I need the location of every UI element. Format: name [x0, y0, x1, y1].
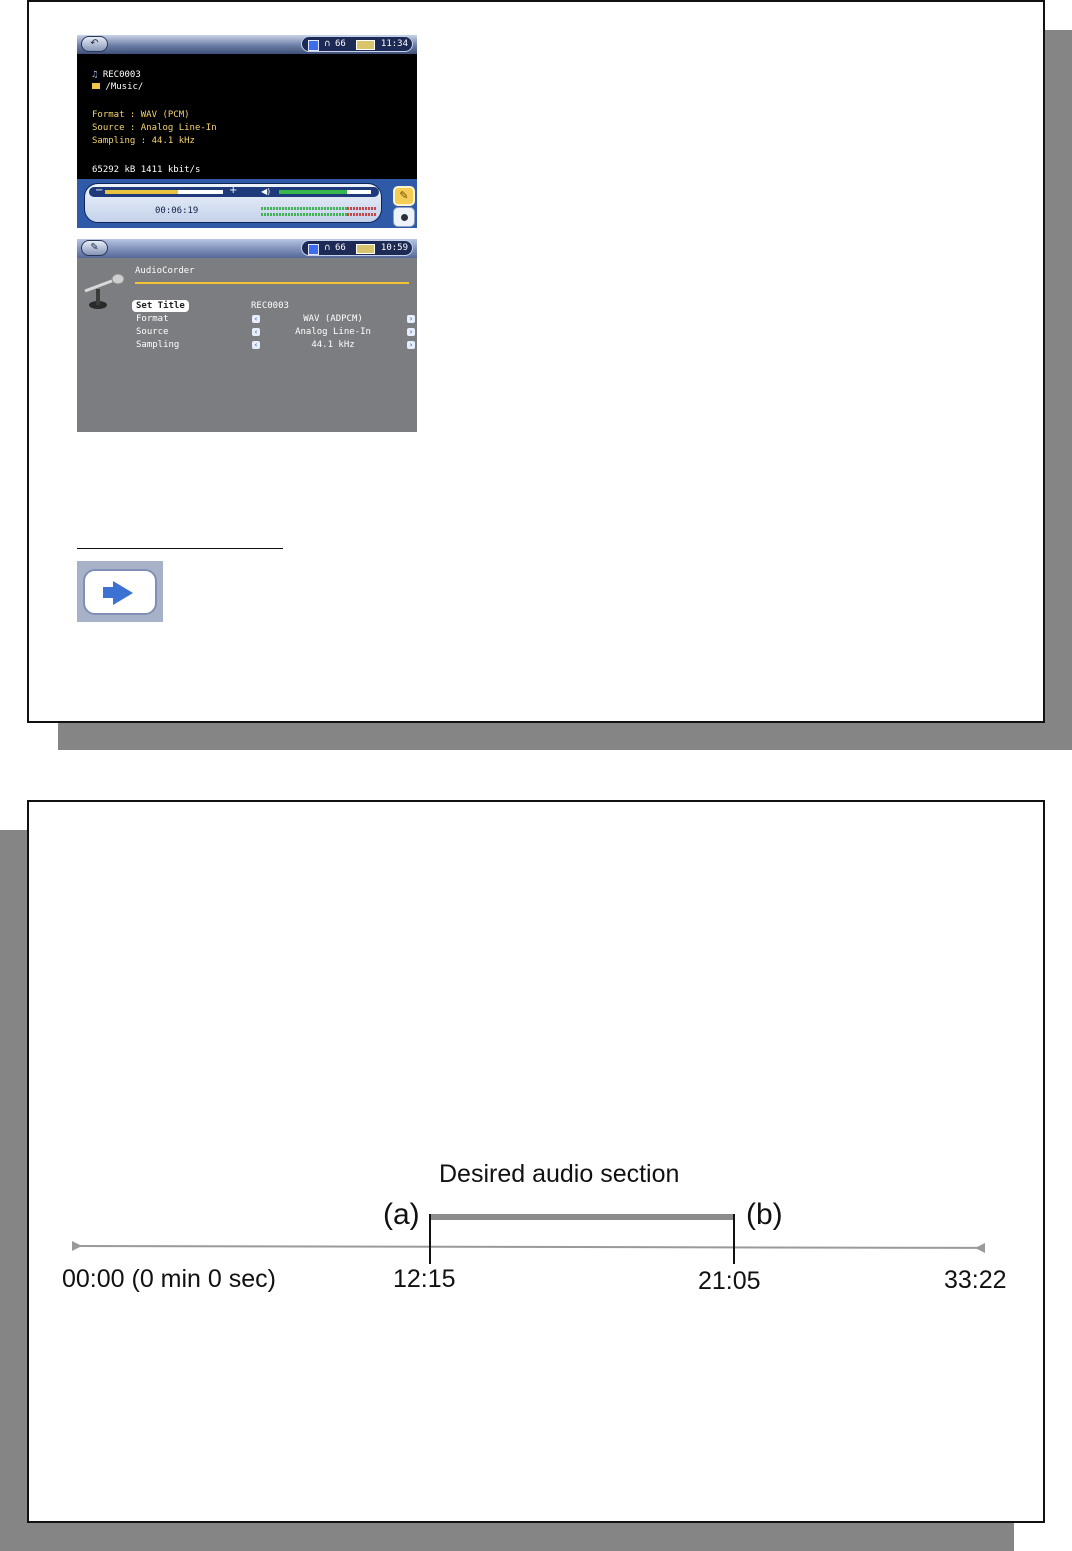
volume-readout: 66	[335, 243, 346, 253]
battery-icon	[356, 244, 375, 254]
setting-value: Analog Line-In	[295, 327, 371, 337]
wrench-icon: ✎	[90, 242, 99, 253]
status-pill	[301, 36, 413, 52]
chevron-right-icon[interactable]: ›	[408, 315, 414, 323]
next-button[interactable]	[77, 561, 163, 622]
timeline-end-label: 33:22	[944, 1266, 1007, 1294]
settings-screen	[77, 239, 417, 432]
settings-title: AudioCorder	[135, 266, 195, 276]
title-divider	[135, 282, 409, 284]
status-bar	[77, 35, 417, 54]
setting-row-source[interactable]	[77, 326, 417, 338]
level-meter-right	[261, 213, 377, 216]
folder-path: /Music/	[105, 82, 144, 92]
setting-row-title[interactable]	[77, 300, 417, 312]
marker-b-tick	[733, 1214, 735, 1264]
status-pill	[301, 240, 413, 256]
marker-b-label: (b)	[746, 1198, 783, 1231]
timeline-heading: Desired audio section	[439, 1160, 680, 1188]
seek-progress	[105, 190, 178, 194]
marker-b-time: 21:05	[698, 1267, 761, 1295]
playlist-icon	[308, 244, 319, 255]
setting-row-sampling[interactable]	[77, 339, 417, 351]
chevron-right-icon[interactable]: ›	[408, 328, 414, 336]
seek-volume-row	[89, 187, 379, 197]
timeline-start-arrow	[72, 1241, 82, 1251]
format-info: Format : WAV (PCM)	[92, 110, 190, 120]
marker-a-tick	[429, 1214, 431, 1264]
folder-icon	[92, 83, 100, 89]
player-screen	[77, 35, 417, 228]
volume-level	[279, 190, 347, 194]
next-arrow-icon	[113, 581, 133, 605]
setting-label: Source	[136, 327, 169, 337]
volume-slider[interactable]	[279, 190, 371, 194]
sampling-info: Sampling : 44.1 kHz	[92, 136, 195, 146]
clock: 10:59	[380, 243, 408, 253]
wrench-icon: ✎	[399, 189, 409, 202]
status-bar	[77, 239, 417, 258]
marker-a-label: (a)	[383, 1198, 420, 1231]
playlist-icon	[308, 40, 319, 51]
section-underline	[77, 548, 283, 549]
tool-button[interactable]	[393, 186, 415, 206]
timeline-start-label: 00:00 (0 min 0 sec)	[62, 1265, 276, 1293]
record-button[interactable]	[393, 207, 415, 227]
headphones-icon: ∩	[324, 39, 331, 49]
source-info: Source : Analog Line-In	[92, 123, 217, 133]
chevron-left-icon[interactable]: ‹	[253, 341, 259, 349]
marker-a-time: 12:15	[393, 1265, 456, 1293]
next-button-face	[83, 569, 157, 615]
setting-value: 44.1 kHz	[311, 340, 355, 350]
elapsed-time: 00:06:19	[155, 206, 199, 216]
back-button[interactable]	[81, 240, 108, 256]
level-meter-left	[261, 207, 377, 210]
speaker-icon: ◀)	[261, 187, 271, 196]
seek-forward-button[interactable]: +	[229, 185, 238, 196]
volume-readout: 66	[335, 39, 346, 49]
music-note-icon: ♫	[92, 70, 98, 80]
folder-row	[92, 82, 143, 93]
player-controls	[77, 179, 417, 228]
chevron-left-icon[interactable]: ‹	[253, 315, 259, 323]
setting-label: Set Title	[132, 300, 189, 312]
desired-section-bar	[430, 1214, 734, 1220]
track-title-row	[92, 70, 141, 81]
player-panel	[84, 183, 382, 223]
setting-label: Sampling	[136, 340, 180, 350]
headphones-icon: ∩	[324, 243, 331, 253]
setting-row-format[interactable]	[77, 313, 417, 325]
setting-value: WAV (ADPCM)	[303, 314, 363, 324]
size-bitrate-info: 65292 kB 1411 kbit/s	[92, 165, 201, 175]
chevron-left-icon[interactable]: ‹	[253, 328, 259, 336]
setting-label: Format	[136, 314, 169, 324]
back-button[interactable]	[81, 36, 108, 52]
back-icon: ↶	[90, 38, 99, 49]
chevron-right-icon[interactable]: ›	[408, 341, 414, 349]
timeline-end-arrow	[975, 1243, 985, 1253]
seek-back-button[interactable]: −	[95, 185, 104, 196]
track-title: REC0003	[102, 70, 141, 80]
seek-bar[interactable]	[105, 190, 223, 194]
setting-value: REC0003	[251, 301, 289, 311]
battery-icon	[356, 40, 375, 50]
clock: 11:34	[380, 39, 408, 49]
